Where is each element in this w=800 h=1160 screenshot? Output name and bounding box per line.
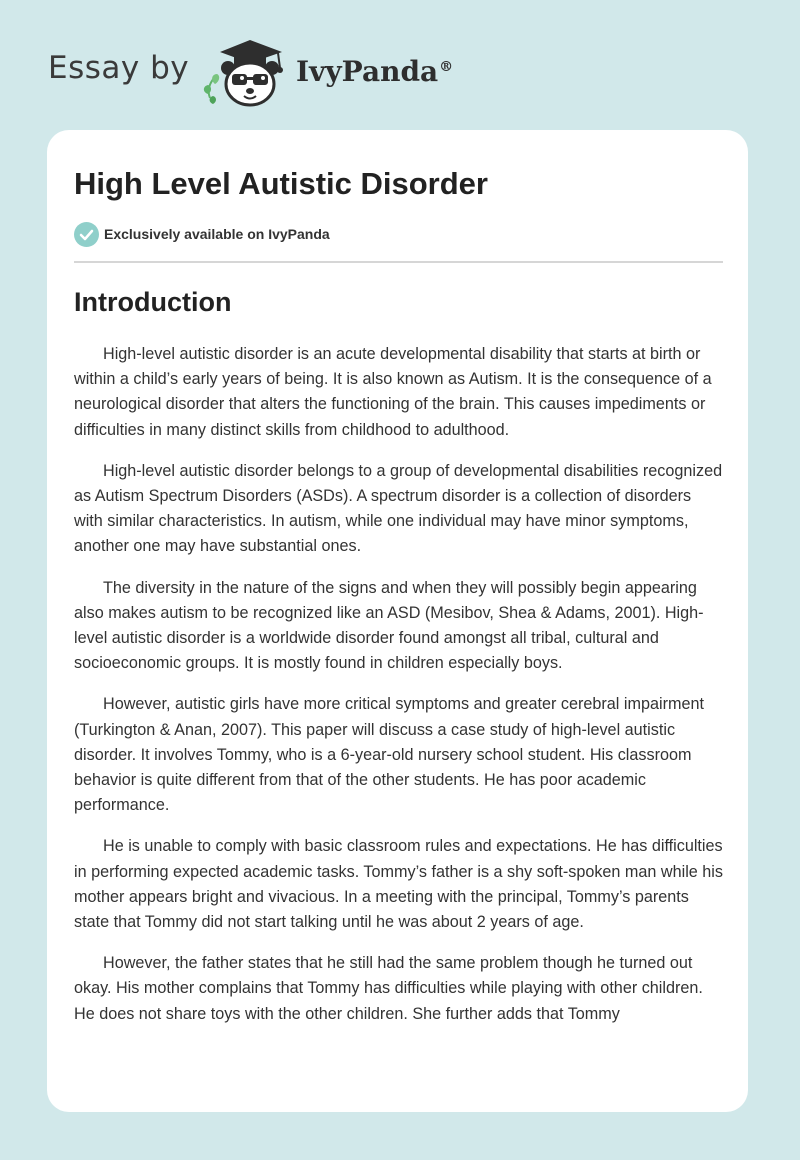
paragraph: He is unable to comply with basic classroom rules and expectations. He has difficulties in performing expected academic tasks. Tommy’s father is a shy soft-spoken man while his mother appears bright and vivacious. In a meeting with the principal, Tommy’s parents state that Tommy did not start talking until he was about 2 years of age.	[74, 837, 723, 932]
paragraph: The diversity in the nature of the signs and when they will possibly begin appearing also makes autism to be recognized like an ASD (Mesibov, Shea & Adams, 2001). High-level autistic disorder is a worldwide disorder found amongst all tribal, cultural and socioeconomic groups. It is mostly found in children especially boys.	[74, 578, 704, 673]
badge-label: Exclusively available on IvyPanda	[104, 226, 330, 242]
paragraph: High-level autistic disorder is an acute developmental disability that starts at birth or within a child’s early years of being. It is also known as Autism. It is the consequence of a neurological disorder that alters the functioning of the brain. This causes impediments or difficulties in many distinct skills from childhood to adulthood.	[74, 345, 712, 439]
essay-body	[74, 342, 724, 1043]
paragraph: However, the father states that he still had the same problem though he turned out okay. His mother complains that Tommy has difficulties while playing with other children. He does not share toys with the other children. She further adds that Tommy	[74, 954, 703, 1023]
exclusive-badge	[74, 221, 330, 247]
brand-text: IvyPanda	[296, 55, 439, 88]
brand-name[interactable]	[296, 55, 453, 88]
check-circle-icon	[74, 222, 99, 247]
paragraph: However, autistic girls have more critical symptoms and greater cerebral impairment (Turkington & Anan, 2007). This paper will discuss a case study of high-level autistic disorder. It involves Tommy, who is a 6-year-old nursery school student. His classroom behavior is quite different from that of the other students. He has poor academic performance.	[74, 695, 704, 815]
registered-mark: ®	[439, 58, 454, 75]
divider	[74, 261, 723, 263]
panda-logo-icon[interactable]	[202, 36, 294, 108]
section-heading: Introduction	[74, 287, 232, 317]
site-header	[48, 36, 568, 108]
page-title: High Level Autistic Disorder	[74, 166, 488, 201]
paragraph: High-level autistic disorder belongs to a group of developmental disabilities recognized as Autism Spectrum Disorders (ASDs). A spectrum disorder is a collection of disorders with similar characteristics. In autism, while one individual may have minor symptoms, another one may have substantial ones.	[74, 461, 723, 556]
essay-card	[47, 130, 748, 1112]
essay-by-label: Essay by	[48, 50, 190, 86]
